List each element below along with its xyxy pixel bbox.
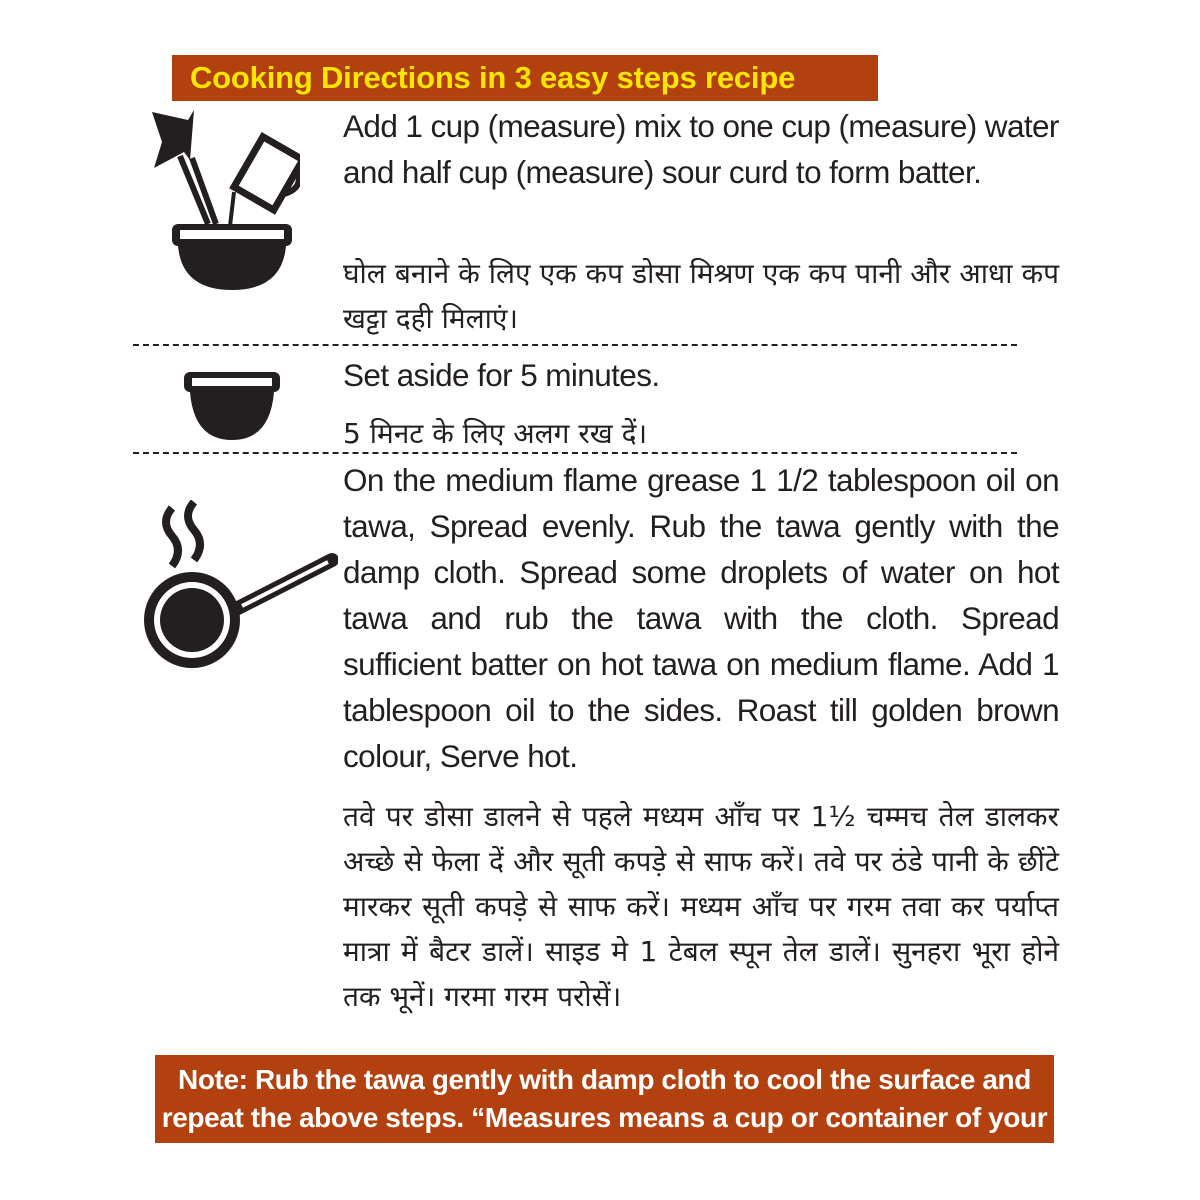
step-3-hindi: तवे पर डोसा डालने से पहले मध्यम आँच पर 1½ चम्मच तेल डालकर अच्छे से फेला दें और सूती कपड़े से साफ करें। तवे पर ठंडे पानी के छींटे मारकर सूती कपड़े से साफ करें। मध्यम आँच पर गरम तवा कर पर्याप्त मात्रा में बैटर डालें। साइड मे 1 टेबल स्पून तेल डालें। सुनहरा भूरा होने तक भूनें। गरमा गरम परोसें।: [343, 800, 1059, 1013]
mixing-bowl-pour-icon: [150, 108, 300, 293]
step-1-english: Add 1 cup (measure) mix to one cup (measure) water and half cup (measure) sour curd to form batter.: [343, 108, 1059, 190]
hot-tawa-pan-icon: [142, 500, 338, 670]
step-divider: [133, 452, 1017, 454]
page-title: Cooking Directions in 3 easy steps recipe: [172, 55, 878, 101]
step-2-english: Set aside for 5 minutes.: [343, 357, 660, 393]
step-3-english: On the medium flame grease 1 1/2 tablespoon oil on tawa, Spread evenly. Rub the tawa gently with the damp cloth. Spread some droplets of water on hot tawa and rub the tawa with the cloth. Spread sufficient batter on hot tawa on medium flame. Add 1 tablespoon oil to the sides. Roast till golden brown colour, Serve hot.: [343, 462, 1059, 774]
step-2-hindi: 5 मिनट के लिए अलग रख दें।: [343, 417, 648, 450]
step-divider: [133, 344, 1017, 346]
step-1-hindi: घोल बनाने के लिए एक कप डोसा मिश्रण एक कप पानी और आधा कप खट्टा दही मिलाएं।: [343, 257, 1059, 335]
bowl-icon: [182, 370, 282, 442]
note-banner: Note: Rub the tawa gently with damp cloth to cool the surface and repeat the above steps. “Measures means a cup or container of your choice”: [155, 1055, 1054, 1143]
